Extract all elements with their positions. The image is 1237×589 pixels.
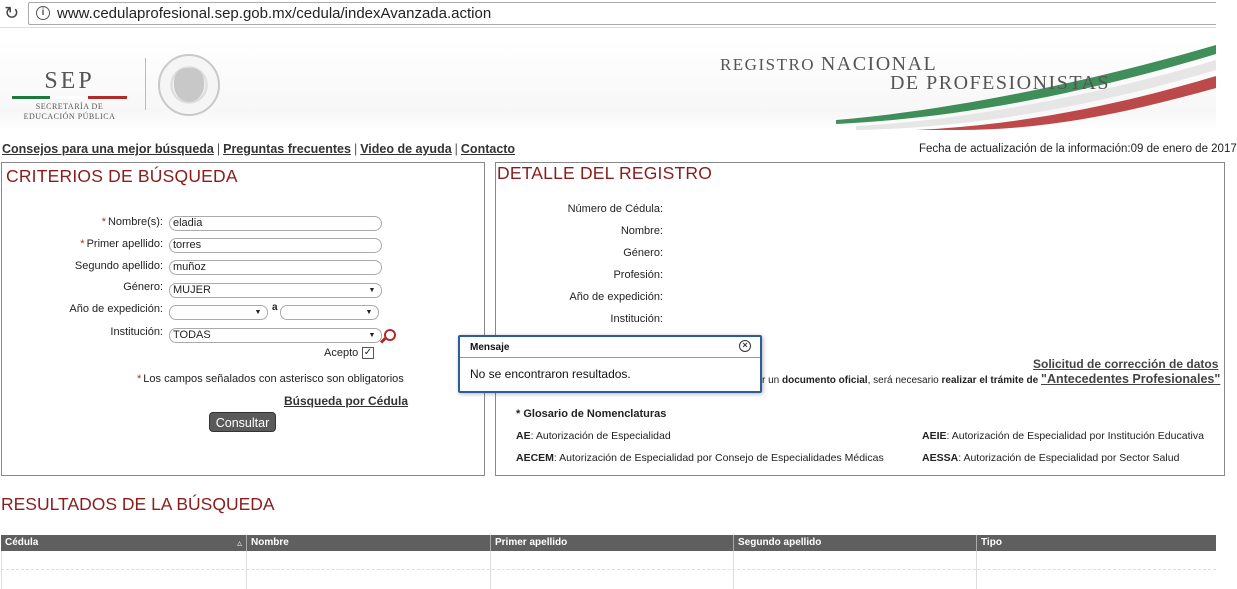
chevron-down-icon: ▼ (366, 286, 378, 295)
logo-divider (145, 58, 146, 110)
update-value: 09 de enero de 2017 (1130, 143, 1237, 155)
institucion-label: Institución: (110, 326, 163, 338)
detail-label-cedula: Número de Cédula: (567, 203, 663, 215)
link-preguntas[interactable]: Preguntas frecuentes (223, 142, 351, 156)
update-label: Fecha de actualización de la información: (919, 143, 1131, 155)
rnp-line1-b: NACIONAL (820, 53, 938, 75)
required-mark: * (80, 238, 85, 250)
link-separator: | (216, 142, 221, 156)
column-header-tipo[interactable]: Tipo (976, 535, 1216, 551)
doc-prefix: r un (762, 375, 783, 386)
grid-column-line (1, 551, 2, 589)
sep-logo[interactable] (12, 68, 127, 122)
glosario-item (922, 452, 1179, 464)
acepto-label: Acepto (324, 347, 359, 359)
header-banner (0, 40, 1216, 130)
results-title: RESULTADOS DE LA BÚSQUEDA (1, 494, 275, 514)
detail-label-profesion: Profesión: (613, 269, 663, 281)
link-contacto[interactable]: Contacto (460, 142, 516, 156)
sep-logo-sub-2: EDUCACIÓN PÚBLICA (23, 112, 116, 121)
primer-apellido-input[interactable]: torres (169, 238, 382, 253)
sort-asc-icon: ▵ (236, 538, 242, 549)
detail-label-genero: Género: (623, 247, 663, 259)
anio-label: Año de expedición: (69, 303, 163, 315)
url-field[interactable] (28, 2, 1216, 25)
documento-oficial-note (762, 372, 1220, 386)
sep-logo-sub-1: SECRETARÍA DE (35, 102, 104, 111)
grid-column-line (490, 551, 491, 589)
institucion-row (2, 328, 486, 348)
glosario-code: AECEM (516, 452, 554, 464)
glosario-desc: : Autorización de Especialidad por Institución Educativa (946, 430, 1204, 442)
nombre-label (102, 216, 163, 228)
dialog-title: Mensaje (470, 342, 510, 353)
antecedentes-link[interactable]: "Antecedentes Profesionales" (1041, 372, 1221, 386)
nombre-input[interactable]: eladia (169, 216, 382, 231)
segundo-apellido-input[interactable]: muñoz (169, 260, 382, 275)
glosario-desc: : Autorización de Especialidad por Consejo de Especialidades Médicas (553, 452, 884, 464)
segundo-apellido-row (2, 258, 486, 278)
busqueda-por-cedula-link[interactable]: Búsqueda por Cédula (284, 394, 409, 408)
detail-label-institucion: Institución: (610, 313, 663, 325)
grid-column-line (733, 551, 734, 589)
search-icon[interactable] (384, 329, 396, 341)
primer-apellido-label (80, 238, 163, 250)
chevron-down-icon: ▼ (363, 308, 375, 317)
browser-address-bar (0, 0, 1216, 28)
detail-title: DETALLE DEL REGISTRO (497, 163, 713, 183)
doc-mid: , será necesario (867, 375, 942, 386)
national-seal-icon (158, 54, 220, 116)
doc-bold-1: documento oficial (782, 375, 868, 386)
glosario-code: AE (516, 430, 531, 442)
sep-logo-word: SEP (44, 68, 95, 94)
detail-label-anio: Año de expedición: (569, 291, 663, 303)
genero-value: MUJER (173, 284, 211, 296)
message-dialog (458, 335, 762, 393)
url-text: www.cedulaprofesional.sep.gob.mx/cedula/indexAvanzada.action (57, 5, 492, 22)
anio-hasta-select[interactable] (280, 305, 379, 320)
nombre-label-text: Nombre(s): (107, 216, 163, 228)
search-title: CRITERIOS DE BÚSQUEDA (6, 166, 238, 186)
genero-select[interactable] (169, 283, 382, 298)
glosario-code: AESSA (922, 452, 959, 464)
sep-logo-bar (12, 96, 127, 99)
rnp-line1-a: REGISTRO (719, 55, 821, 74)
results-table-body (1, 551, 1216, 589)
glosario-item (516, 430, 671, 442)
glosario-title: * Glosario de Nomenclaturas (516, 408, 667, 420)
grid-row-line (1, 569, 1216, 570)
column-header-cedula[interactable] (1, 535, 246, 551)
acepto-checkbox[interactable]: ✓ (363, 347, 373, 358)
dialog-header (460, 337, 760, 358)
reload-icon[interactable]: ↻ (4, 3, 20, 23)
institucion-value: TODAS (173, 329, 211, 341)
close-icon[interactable]: × (739, 340, 751, 352)
link-separator: | (353, 142, 358, 156)
registro-nacional-title (720, 53, 1110, 95)
link-video[interactable]: Video de ayuda (360, 142, 452, 156)
results-table-header (1, 535, 1216, 551)
doc-bold-2: realizar el trámite de (941, 375, 1039, 386)
required-mark: * (137, 373, 142, 385)
nombre-row (2, 214, 486, 234)
column-header-segundo-apellido[interactable]: Segundo apellido (733, 535, 976, 551)
anio-desde-select[interactable] (169, 305, 268, 320)
required-note-text: Los campos señalados con asterisco son obligatorios (143, 373, 404, 385)
required-note (137, 373, 404, 385)
column-header-nombre[interactable]: Nombre (246, 535, 490, 551)
segundo-apellido-label: Segundo apellido: (74, 260, 163, 272)
glosario-item (922, 430, 1204, 442)
genero-row (2, 283, 486, 303)
dialog-message: No se encontraron resultados. (470, 367, 631, 381)
info-icon[interactable]: i (36, 6, 50, 20)
link-consejos[interactable]: Consejos para una mejor búsqueda (2, 142, 214, 156)
column-label: Cédula (5, 537, 39, 548)
anio-separator: a (272, 302, 278, 313)
consultar-button[interactable]: Consultar (209, 412, 276, 432)
institucion-select[interactable] (169, 328, 382, 343)
primer-apellido-row (2, 236, 486, 256)
grid-column-line (246, 551, 247, 589)
glosario-code: AEIE (922, 430, 947, 442)
solicitud-correccion-link[interactable]: Solicitud de corrección de datos (1033, 357, 1219, 371)
grid-column-line (976, 551, 977, 589)
update-date (919, 143, 1237, 155)
glosario-desc: : Autorización de Especialidad por Sector Salud (958, 452, 1180, 464)
required-mark: * (101, 216, 106, 228)
anio-row (2, 302, 486, 325)
primer-apellido-label-text: Primer apellido: (86, 238, 163, 250)
link-separator: | (454, 142, 458, 156)
chevron-down-icon: ▼ (366, 331, 378, 340)
column-header-primer-apellido[interactable]: Primer apellido (490, 535, 733, 551)
detail-label-nombre: Nombre: (620, 225, 663, 237)
chevron-down-icon: ▼ (252, 308, 264, 317)
genero-label: Género: (123, 281, 163, 293)
help-links (2, 142, 515, 156)
glosario-item (516, 452, 884, 464)
rnp-line2: DE PROFESIONISTAS (889, 72, 1110, 94)
glosario-desc: : Autorización de Especialidad (530, 430, 671, 442)
